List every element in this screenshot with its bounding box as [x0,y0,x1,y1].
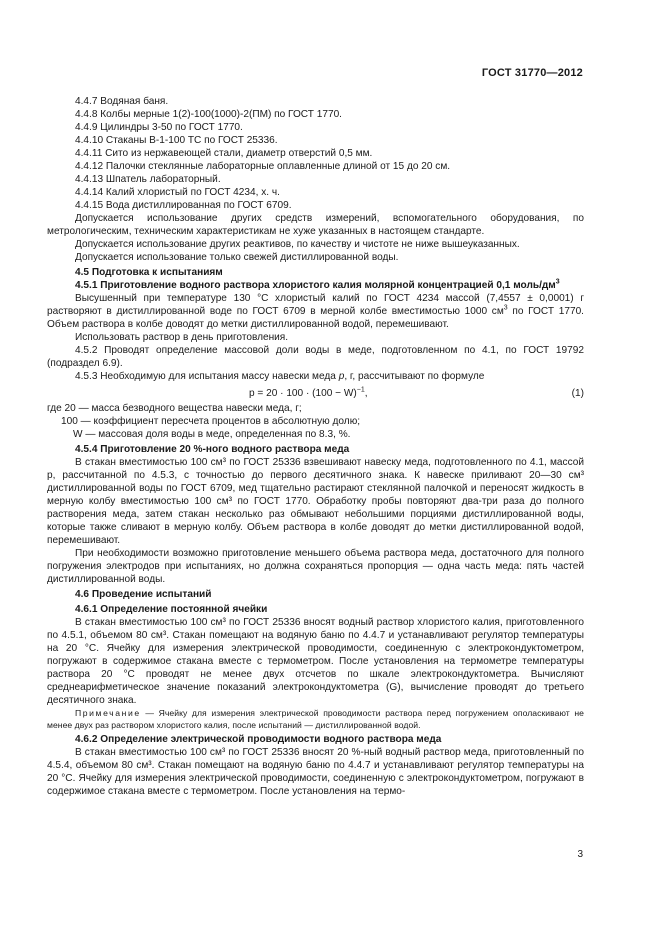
list-item: 4.4.10 Стаканы В-1-100 ТС по ГОСТ 25336. [75,135,278,146]
paragraph-4-6-1: В стакан вместимостью 100 см³ по ГОСТ 25336 вносят водный раствор хлористого калия, приготовленного по 4.5.1, объемом 80 см³. Стакан помещают на водяную баню по 4.4.7 и устанавливают регулятор температуры на 20 °С. Ячейку для измерения электрической проводимости, соединенную с электрокондуктометром, погружают в содержимое стакана вместе с термометром. После установления на термометре температуры раствора 20 °С проводят не менее двух отсчетов по шкале электрокондуктометра. Вычисляют среднеарифметическое значение показаний электрокондуктометра (G), вычисление проводят до третьего десятичного знака. [47,617,584,706]
page-number: 3 [577,849,583,860]
heading-text: 4.5.1 Приготовление водного раствора хлористого калия молярной концентрацией 0,1 моль/дм [75,280,556,291]
section-heading-4-5-1 [47,279,584,292]
note-label: Примечание [75,708,141,718]
note-text: — Ячейку для измерения электрической проводимости раствора перед погружением ополаскивают не менее двух раз раствором хлористого калия, после испытаний — дистиллированной водой. [47,708,584,730]
superscript: 3 [555,278,560,286]
list-item: 4.4.11 Сито из нержавеющей стали, диаметр отверстий 0,5 мм. [75,148,373,159]
paragraph-4-5-1-a [47,292,584,331]
text-part: 4.5.3 Необходимую для испытания массу навески меда [75,371,339,382]
formula-text: р = 20 · 100 · (100 − W) [249,388,357,399]
legend-line: где 20 — масса безводного вещества навески меда, г; [47,403,302,414]
formula-expression [249,387,368,400]
list-item: 4.4.9 Цилиндры 3-50 по ГОСТ 1770. [75,122,243,133]
text-part: , г, рассчитывают по формуле [344,371,485,382]
paragraph-allow-equipment: Допускается использование других средств измерений, вспомогательного оборудования, по метрологическим, техническим характеристикам не хуже указанных в настоящем стандарте. [47,213,584,237]
paragraph-4-5-3 [47,370,584,383]
section-heading-4-6: 4.6 Проведение испытаний [75,589,212,600]
formula-1 [47,385,584,402]
list-item: 4.4.15 Вода дистиллированная по ГОСТ 6709. [75,200,292,211]
variable: р [338,371,345,382]
paragraph-4-5-2: 4.5.2 Проводят определение массовой доли воды в меде, подготовленном по 4.1, по ГОСТ 19792 (подраздел 6.9). [47,345,584,369]
note [47,707,584,731]
legend-line: 100 — коэффициент пересчета процентов в абсолютную долю; [61,416,361,427]
list-item: 4.4.12 Палочки стеклянные лабораторные оплавленные длиной от 15 до 20 см. [75,161,451,172]
paragraph-4-5-1-b: Использовать раствор в день приготовления. [75,332,289,343]
list-item: 4.4.7 Водяная баня. [75,96,169,107]
document-number: ГОСТ 31770—2012 [481,67,583,79]
section-heading-4-5: 4.5 Подготовка к испытаниям [75,267,223,278]
page-body [47,95,584,798]
text-part: Высушенный при температуре 130 °С хлористый калий по ГОСТ 4234 массой (7,4557 ± 0,0001) г растворяют в дистиллированной воде по ГОСТ 6709 в мерной колбе вместимостью 1000 см [47,293,584,317]
list-item: 4.4.13 Шпатель лабораторный. [75,174,221,185]
paragraph-allow-water: Допускается использование только свежей дистиллированной воды. [75,252,399,263]
paragraph-4-5-4-b: При необходимости возможно приготовление меньшего объема раствора меда, достаточного для полного погружения электродов при испытаниях, но должна сохраняться пропорция — одна часть меда: пять частей дистиллированной воды. [47,548,584,585]
text-part: по ГОСТ 1770. Объем раствора в колбе доводят до метки дистиллированной водой, перемешивают. [47,306,584,330]
paragraph-4-6-2: В стакан вместимостью 100 см³ по ГОСТ 25336 вносят 20 %-ный водный раствор меда, приготовленный по 4.5.4, объемом 80 см³. Стакан помещают на водяную баню по 4.4.7 и устанавливают регулятор температуры на 20 °С. Ячейку для измерения электрической проводимости, соединенную с электрокондуктометром, погружают в содержимое стакана вместе с термометром. После установления на термо- [47,747,584,797]
section-heading-4-5-4: 4.5.4 Приготовление 20 %-ного водного раствора меда [75,444,350,455]
section-heading-4-6-1: 4.6.1 Определение постоянной ячейки [75,604,268,615]
paragraph-allow-reagents: Допускается использование других реактивов, по качеству и чистоте не ниже вышеуказанных. [75,239,520,250]
formula-exponent: −1 [356,386,365,394]
formula-end: , [364,388,368,399]
list-item: 4.4.14 Калий хлористый по ГОСТ 4234, х. ч. [75,187,280,198]
section-heading-4-6-2: 4.6.2 Определение электрической проводимости водного раствора меда [75,734,442,745]
paragraph-4-5-4-a: В стакан вместимостью 100 см³ по ГОСТ 25336 взвешивают навеску меда, подготовленного по 4.1, массой р, рассчитанной по 4.5.3, с точностью до первого десятичного знака. К навеске приливают 20—30 см³ дистиллированной воды по ГОСТ 6709, мед тщательно растирают стеклянной палочкой и переносят жидкость в мерную колбу вместимостью 100 см³ по ГОСТ 1770. Обработку пробы повторяют два-три раза до полного растворения меда, затем стакан несколько раз обмывают небольшими порциями дистиллированной воды, которые также сливают в мерную колбу. Объем раствора в колбе доводят до метки дистиллированной водой, перемешивают. [47,457,584,546]
legend-line: W — массовая доля воды в меде, определенная по 8.3, %. [73,429,351,440]
list-item: 4.4.8 Колбы мерные 1(2)-100(1000)-2(ПМ) по ГОСТ 1770. [75,109,342,120]
formula-number: (1) [571,388,584,399]
superscript: 3 [503,304,508,312]
